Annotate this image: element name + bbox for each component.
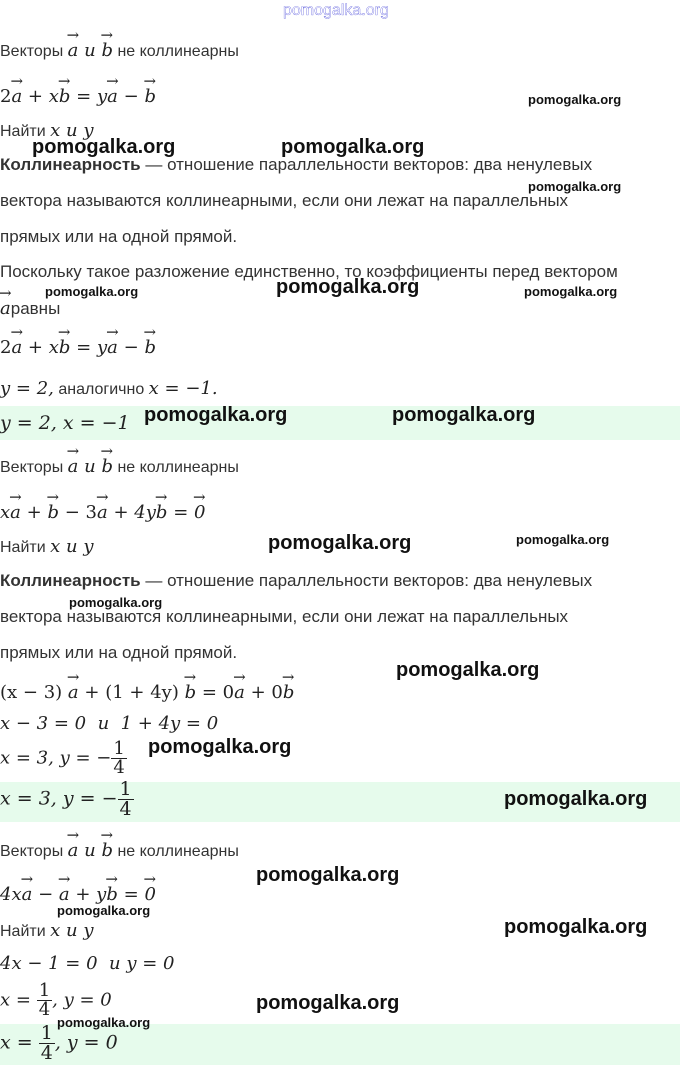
watermark: pomogalka.org [148, 736, 292, 758]
task2-equation: x→ a + → b − 3→ a + 4y→ b = → 0 [0, 496, 205, 523]
task1-equation-repeat: 2→ a + x→ b = y→ a − → b [0, 331, 156, 358]
task3-condition: Векторы → a и → b не коллинеарны [0, 834, 239, 861]
task3-conditions: 4x − 1 = 0 и y = 0 [0, 953, 175, 974]
task1-result: y = 2, аналогично x = −1. [0, 378, 218, 399]
watermark: pomogalka.org [504, 916, 648, 938]
watermark: pomogalka.org [528, 179, 622, 194]
watermark: pomogalka.org [392, 404, 536, 426]
vector-b: → b [101, 34, 113, 61]
task1-equation: 2→ a + x→ b = y→ a − → b [0, 80, 156, 107]
task3-result: x = $\frac{1}{4}$ , y = 0 [0, 980, 112, 1020]
task2-condition: Векторы → a и → b не коллинеарны [0, 450, 239, 477]
task2-answer: x = 3, y = − $\frac{1}{4}$ [0, 778, 132, 820]
collinearity-definition-2a: Коллинеарность — отношение параллельности векторов: два ненулевых [0, 571, 593, 590]
task3-find: Найти x и y [0, 920, 94, 941]
watermark: pomogalka.org [528, 92, 622, 107]
collinearity-definition-3: прямых или на одной прямой. [0, 227, 238, 246]
task1-answer: y = 2, x = −1 [0, 412, 130, 434]
task2-result: x = 3, y = − $\frac{1}{4}$ [0, 738, 125, 778]
vector-a: → a [68, 34, 79, 61]
task3-equation: 4x→ a − → a + y→ b = → 0 [0, 878, 156, 905]
task2-find: Найти x и y [0, 536, 94, 557]
task1-condition [0, 34, 239, 61]
watermark: pomogalka.org [524, 284, 618, 299]
label-and: и [84, 40, 96, 61]
label-not-collinear: не коллинеарны [117, 43, 239, 60]
label-vectors: Векторы [0, 43, 64, 60]
watermark: pomogalka.org [396, 659, 540, 681]
watermark: pomogalka.org [276, 276, 420, 298]
watermark: pomogalka.org [268, 532, 412, 554]
since-line: Поскольку такое разложение единственно, то коэффициенты перед вектором [0, 262, 618, 281]
task3-answer: x = $\frac{1}{4}$ , y = 0 [0, 1022, 118, 1064]
collinearity-definition-2c: прямых или на одной прямой. [0, 643, 238, 662]
task2-conditions: x − 3 = 0 и 1 + 4y = 0 [0, 713, 219, 734]
watermark: pomogalka.org [281, 136, 425, 158]
collinearity-definition-2b: вектора называются коллинеарными, если они лежат на параллельных [0, 607, 569, 626]
task2-expanded: (x − 3) → a + (1 + 4y) → b = 0→ a + 0→ b [0, 676, 294, 703]
watermark: pomogalka.org [144, 404, 288, 426]
watermark-top: pomogalka.org [283, 2, 389, 19]
watermark: pomogalka.org [69, 595, 163, 610]
watermark: pomogalka.org [256, 864, 400, 886]
watermark: pomogalka.org [45, 284, 139, 299]
watermark: pomogalka.org [32, 136, 176, 158]
watermark: pomogalka.org [516, 532, 610, 547]
watermark: pomogalka.org [504, 788, 648, 810]
watermark: pomogalka.org [57, 1015, 151, 1030]
collinearity-definition-1: Коллинеарность — отношение параллельности векторов: два ненулевых [0, 155, 593, 174]
coef-equal: → aравны [0, 292, 60, 319]
collinearity-definition-2: вектора называются коллинеарными, если они лежат на параллельных [0, 191, 569, 210]
watermark: pomogalka.org [57, 903, 151, 918]
task1-find: Найти x и y [0, 120, 94, 141]
watermark: pomogalka.org [256, 992, 400, 1014]
